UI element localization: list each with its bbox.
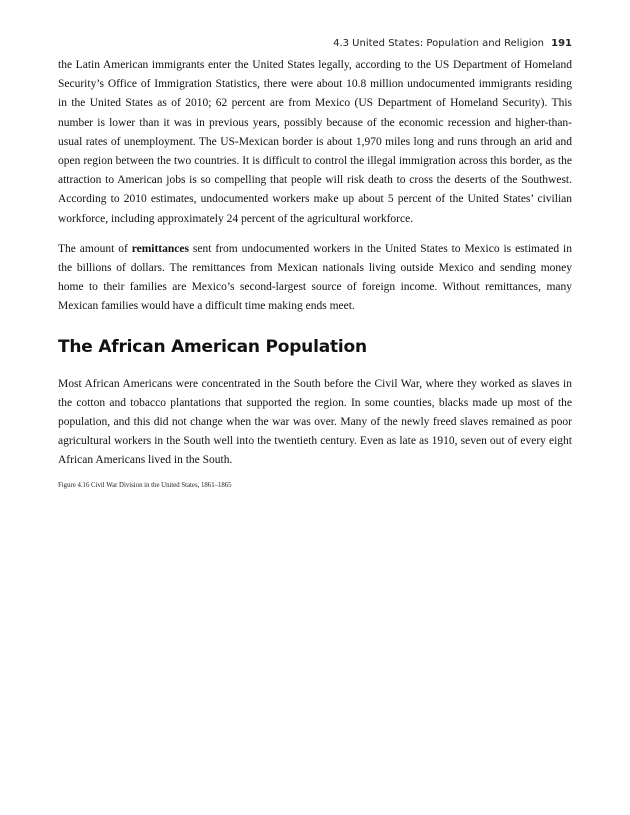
- page-content: [58, 56, 572, 489]
- page-number: 191: [551, 38, 572, 49]
- paragraph-remittances-body: sent from undocumented workers in the United States to Mexico is estimated in the billions of dollars. The remittances from Mexican nationals living outside Mexico and sending money home to their families are Mexico’s second-largest source of foreign income. Without remittances, many Mexican families would have a difficult time making ends meet.: [58, 242, 572, 313]
- figure-caption: Figure 4.16 Civil War Division in the United States, 1861–1865: [58, 481, 232, 489]
- paragraph-remittances-lead: The amount of: [58, 242, 132, 255]
- paragraph-undocumented-immigrants: the Latin American immigrants enter the United States legally, according to the US Department of Homeland Security’s Office of Immigration Statistics, there were about 10.8 million undocumented immigrants residing in the United States as of 2010; 62 percent are from Mexico (US Department of Homeland Security). This number is lower than it was in previous years, possibly because of the economic recession and higher-than-usual rates of unemployment. The US-Mexican border is about 1,970 miles long and runs through an arid and open region between the two countries. It is difficult to control the illegal immigration across this border, as the attraction to American jobs is so compelling that people will risk death to cross the deserts of the Southwest. According to 2010 estimates, undocumented workers make up about 5 percent of the United States’ civilian workforce, including approximately 24 percent of the agricultural workforce.: [58, 59, 572, 225]
- paragraph-african-american-population: Most African Americans were concentrated in the South before the Civil War, where they worked as slaves in the cotton and tobacco plantations that supported the region. In some counties, blacks made up most of the population, and this did not change when the war was over. Many of the newly freed slaves remained as poor agricultural workers in the South well into the twentieth century. Even as late as 1910, seven out of every eight African Americans lived in the South.: [58, 377, 572, 467]
- running-header-title: 4.3 United States: Population and Religion: [333, 38, 544, 49]
- paragraph-remittances: [58, 240, 572, 317]
- section-heading: The African American Population: [58, 336, 367, 357]
- page-header: [333, 38, 572, 49]
- key-term-remittances: remittances: [131, 242, 189, 255]
